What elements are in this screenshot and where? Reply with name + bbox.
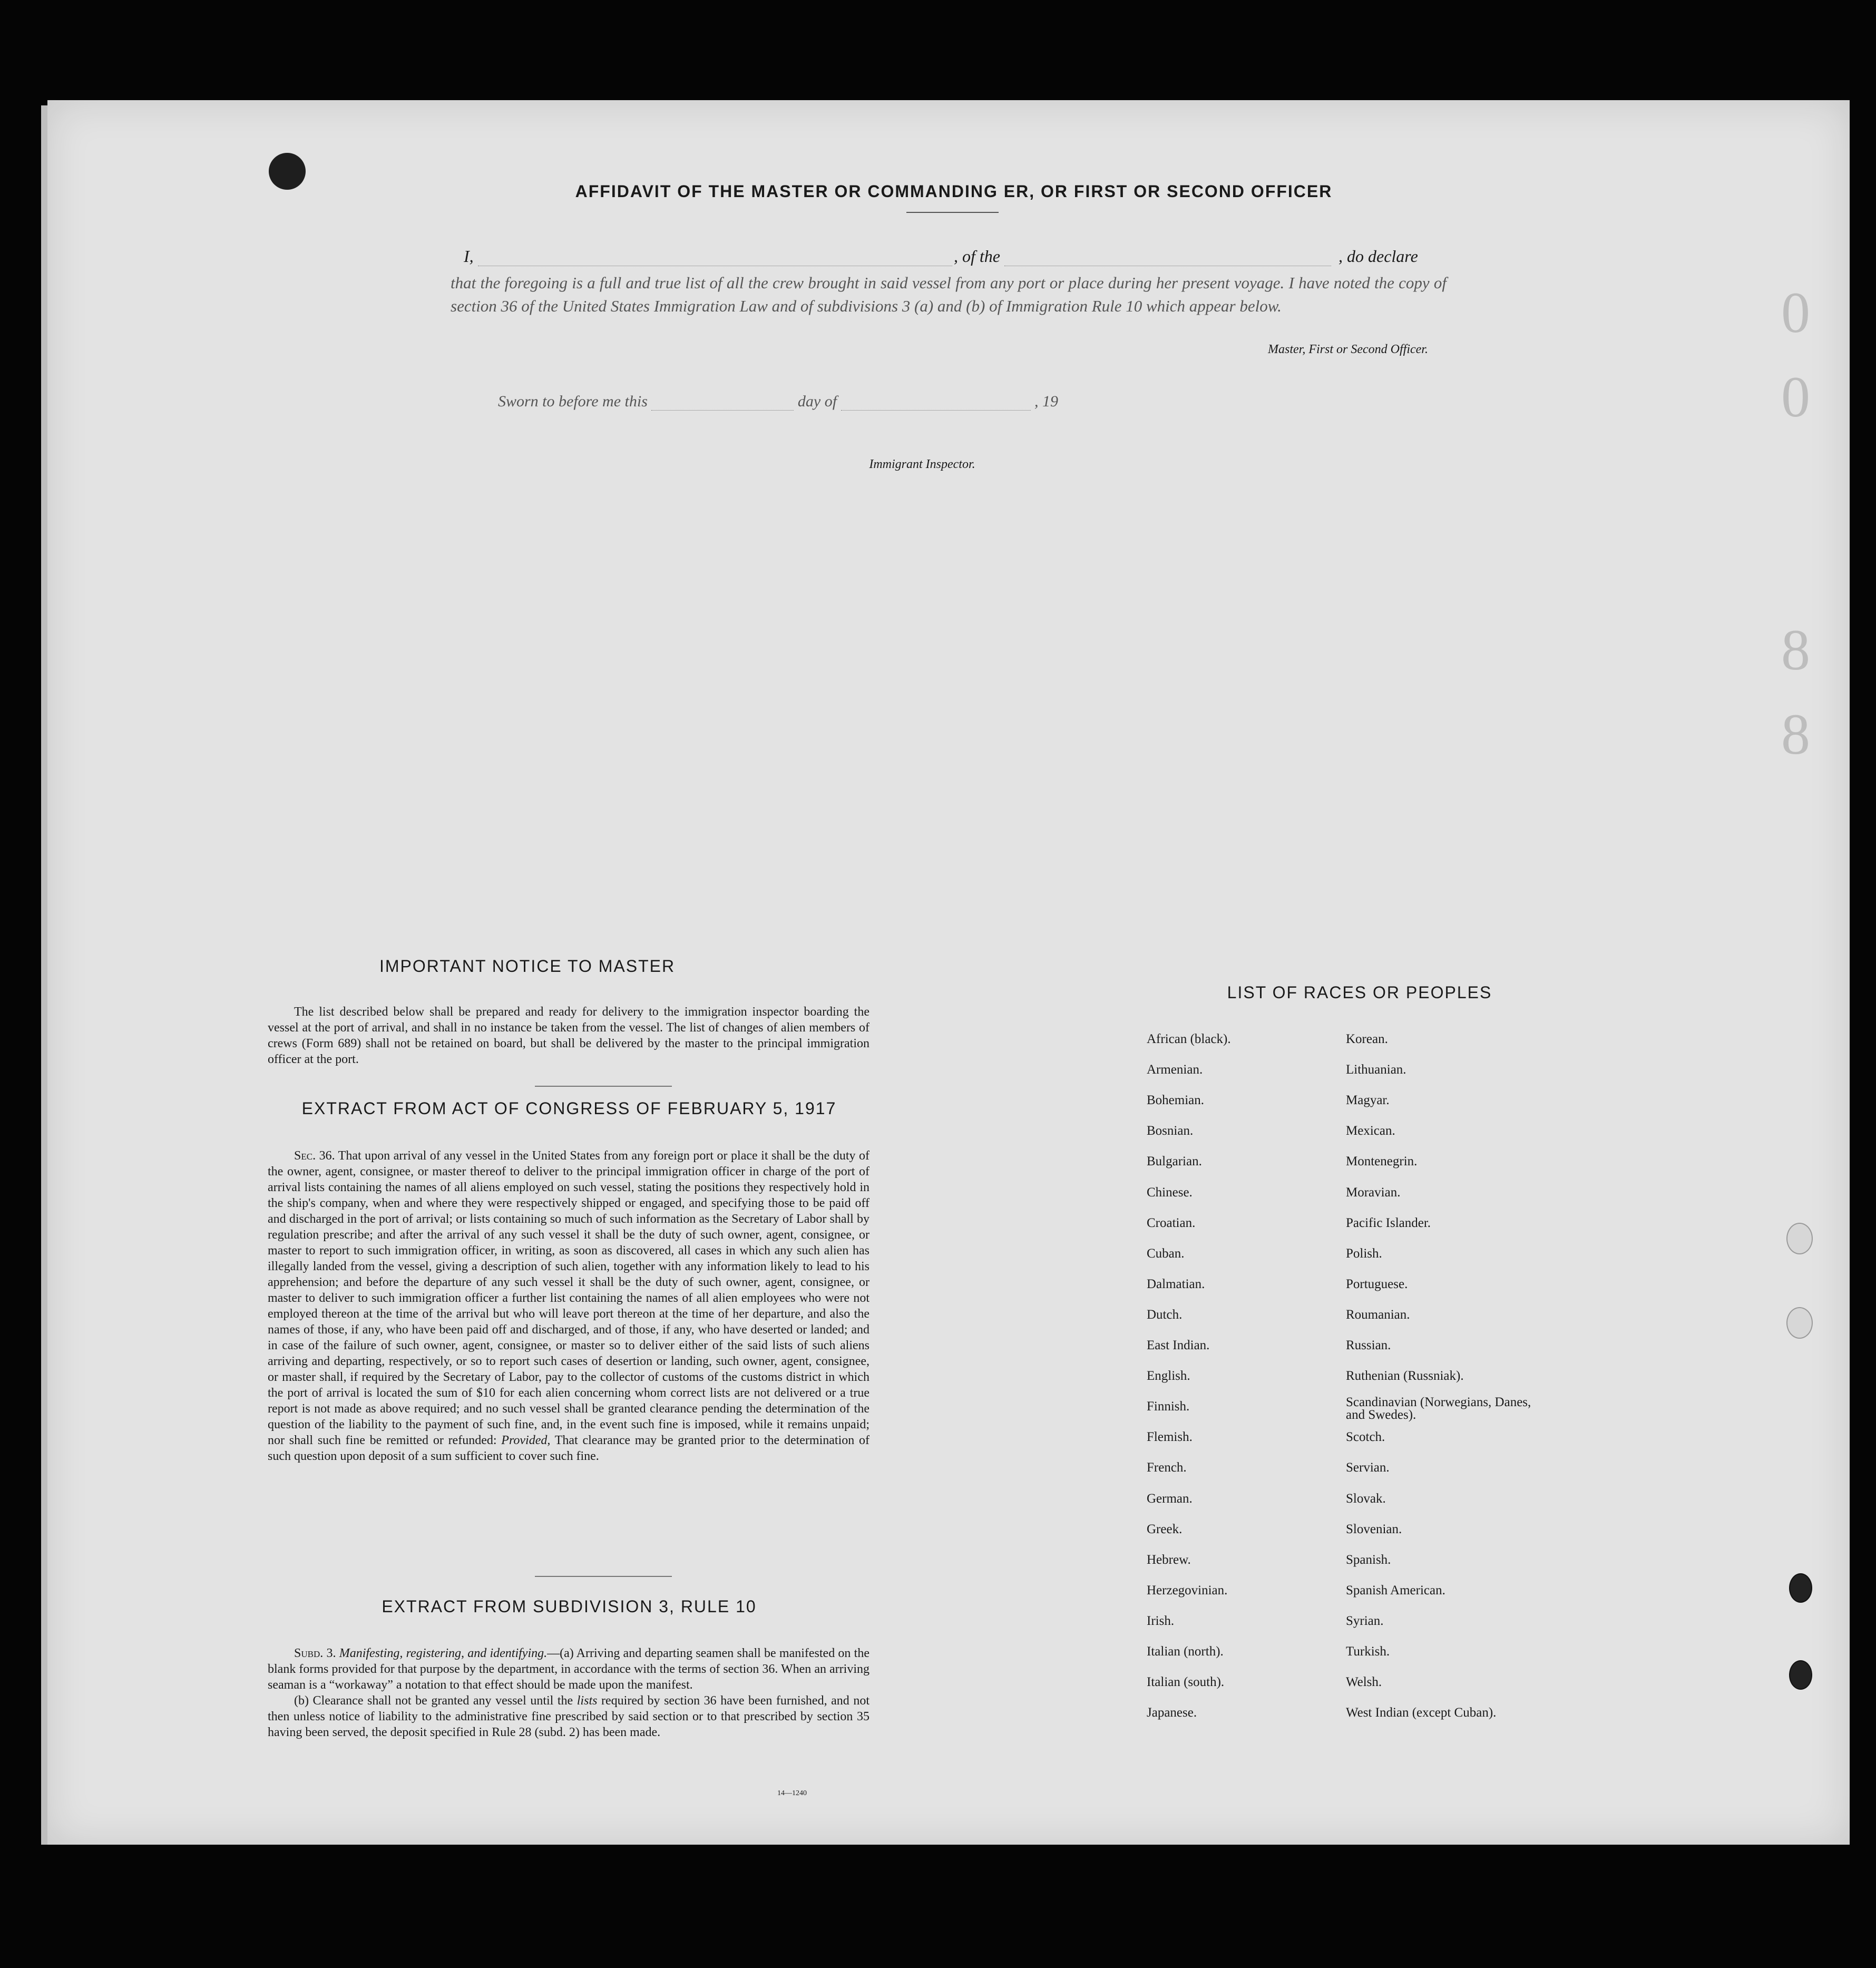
section-rule [535,1576,672,1577]
month-blank[interactable] [841,410,1031,411]
race-entry: Mexican. [1346,1124,1395,1138]
affidavit-line-of-the [954,247,1331,266]
race-entry: Magyar. [1346,1093,1390,1108]
b-text-1: Clearance shall not be granted any vessel until the [312,1694,573,1708]
race-entry: English. [1147,1369,1190,1384]
affidavit-line-i [464,247,952,266]
race-entry: Polish. [1346,1246,1382,1261]
act-extract-title: EXTRACT FROM ACT OF CONGRESS OF FEBRUARY 5, 1917 [301,1099,837,1118]
margin-digit: 8 [1781,618,1810,682]
race-entry: Chinese. [1147,1185,1193,1200]
inspector-label: Immigrant Inspector. [869,457,975,471]
sworn-label: Sworn to before me this [498,393,648,410]
race-entry: Irish. [1147,1613,1175,1628]
races-title: LIST OF RACES OR PEOPLES [1227,983,1492,1002]
race-entry: Roumanian. [1346,1307,1410,1322]
form-number: 14—1240 [777,1789,807,1797]
i-label: I, [464,247,474,266]
rule-extract-text [268,1645,869,1740]
race-entry: Portuguese. [1346,1277,1408,1291]
race-entry: African (black). [1147,1032,1231,1046]
act-extract-text [268,1148,869,1464]
subd-label: Subd. 3. [294,1647,336,1660]
margin-digit: 0 [1781,280,1810,345]
declare-label: , do declare [1338,247,1418,266]
race-entry: Greek. [1147,1522,1183,1536]
punch-hole [1786,1223,1813,1254]
vessel-blank[interactable] [1004,265,1331,266]
race-entry: Croatian. [1147,1215,1196,1230]
race-entry: East Indian. [1147,1338,1210,1352]
notice-text [268,1004,869,1067]
punch-hole [1786,1307,1813,1339]
race-entry: Welsh. [1346,1675,1382,1690]
race-entry: French. [1147,1460,1187,1475]
signature-label: Master, First or Second Officer. [1268,343,1428,356]
day-of-label: day of [797,393,837,410]
b-text-2: required by section 36 have been furnished, and not then unless notice of liability to the administrative fine prescribed by said section or to that prescribed by section 35 having been served, the deposit specified in Rule 28 (subd. 2) has been made. [268,1694,870,1739]
race-entry: Scandinavian (Norwegians, Danes, and Swedes). [1346,1395,1531,1423]
title-rule [906,212,999,213]
sworn-line [498,393,1058,411]
race-entry: Ruthenian (Russniak). [1346,1369,1464,1384]
race-entry: Slovak. [1346,1491,1386,1506]
of-the-label: , of the [954,247,1000,266]
race-entry: Finnish. [1147,1399,1190,1414]
race-entry: Lithuanian. [1346,1063,1406,1077]
year-prefix: , 19 [1034,393,1059,410]
race-entry: Armenian. [1147,1063,1203,1077]
affidavit-body: that the foregoing is a full and true list of all the crew brought in said vessel from any port or place during her present voyage. I have noted the copy of section 36 of the United States Immigration Law and of subdivisions 3 (a) and (b) of Immigration Rule 10 which appear below. [451,274,1447,315]
race-entry: Italian (south). [1147,1675,1225,1690]
race-entry: Pacific Islander. [1346,1215,1431,1230]
b-label: (b) [294,1694,309,1708]
affidavit-line-declare [1338,247,1418,266]
race-entry: Herzegovinian. [1147,1583,1228,1597]
race-entry: Spanish American. [1346,1583,1445,1597]
race-entry: Bulgarian. [1147,1154,1202,1169]
section-rule [535,1086,672,1087]
race-entry: Bohemian. [1147,1093,1205,1108]
ink-smudge [269,153,306,190]
document-page [47,100,1850,1845]
race-entry: Spanish. [1346,1552,1391,1567]
race-entry: Flemish. [1147,1430,1193,1445]
provided-body: That clearance may be granted prior to the determination of such question upon deposit of a sum sufficient to cover such fine. [268,1434,869,1463]
race-entry: German. [1147,1491,1193,1506]
provided-label: Provided, [501,1434,551,1447]
affidavit-title: AFFIDAVIT OF THE MASTER OR COMMANDING ER, OR FIRST OR SECOND OFFICER [575,182,1333,201]
race-entry: Moravian. [1346,1185,1401,1200]
race-entry: Bosnian. [1147,1124,1194,1138]
race-entry: Turkish. [1346,1644,1390,1659]
race-entry: Dalmatian. [1147,1277,1205,1291]
punch-hole [1789,1660,1812,1690]
race-entry: Syrian. [1346,1613,1384,1628]
race-entry: Hebrew. [1147,1552,1191,1567]
race-entry: Russian. [1346,1338,1391,1352]
notice-body: The list described below shall be prepared and ready for delivery to the immigration inspector boarding the vessel at the port of arrival, and shall in no instance be taken from the vessel. The list of changes of alien members of crews (Form 689) shall not be retained on board, but shall be delivered by the master to the principal immigration officer at the port. [268,1005,869,1066]
punch-hole [1789,1573,1812,1603]
race-entry: Montenegrin. [1346,1154,1418,1169]
race-entry: Slovenian. [1346,1522,1402,1536]
b-lists: lists [577,1694,598,1708]
margin-digit: 0 [1781,365,1810,429]
race-entry: West Indian (except Cuban). [1346,1706,1497,1720]
rule-extract-title: EXTRACT FROM SUBDIVISION 3, RULE 10 [382,1597,757,1616]
sec-label: Sec. 36. [294,1149,335,1163]
race-entry: Cuban. [1147,1246,1185,1261]
day-blank[interactable] [651,410,794,411]
a-text: Arriving and departing seamen shall be manifested on the blank forms provided for that purpose by the department, in accordance with the terms of section 36. When an arriving seaman is a “workaway” a notation to that effect should be made upon the manifest. [268,1647,869,1692]
notice-title: IMPORTANT NOTICE TO MASTER [379,957,676,976]
race-entry: Scotch. [1346,1430,1385,1445]
subd-heading: Manifesting, registering, and identifying. [339,1647,548,1660]
margin-digit: 8 [1781,702,1810,766]
race-entry: Dutch. [1147,1307,1183,1322]
race-entry: Korean. [1346,1032,1388,1046]
race-entry: Italian (north). [1147,1644,1224,1659]
a-label: —(a) [547,1647,574,1660]
race-entry: Japanese. [1147,1706,1197,1720]
sec-body: That upon arrival of any vessel in the United States from any foreign port or place it shall be the duty of the owner, agent, consignee, or master thereof to deliver to the principal immigration officer in charge of the port of arrival lists containing the names of all aliens employed on such vessel, stating the positions they respectively hold in the ship's company, when and where they were respectively shipped or engaged, and specifying those to be paid off and discharged in the port of arrival; or lists containing so much of such information as the Secretary of Labor shall by regulation prescribe; and after the arrival of any such vessel it shall be the duty of such owner, agent, consignee, or master to report to such immigration officer, in writing, as soon as discovered, all cases in which any such alien has illegally landed from the vessel, giving a description of such alien, together with any information likely to lead to his apprehension; and before the departure of any such vessel it shall be the duty of such owner, agent, consignee, or master to deliver to such immigration officer a further list containing the names of all alien employees who were not employed thereon at the time of the arrival but who will leave port thereon at the time of her departure, and also the names of those, if any, who have been paid off and discharged, and of those, if any, who have deserted or landed; and in case of the failure of such owner, agent, consignee, or master so to deliver either of the said lists of such aliens arriving and departing, respectively, or so to report such cases of desertion or landing, such owner, agent, consignee, or master shall, if required by the Secretary of Labor, pay to the collector of customs of the customs district in which the port of arrival is located the sum of $10 for each alien concerning whom correct lists are not delivered or a true report is not made as above required; and no such vessel shall be granted clearance pending the determination of the question of the liability to the payment of such fine, and, in the event such fine is imposed, while it remains unpaid; nor shall such fine be remitted or refunded: [268,1149,869,1447]
name-blank[interactable] [478,265,952,266]
race-entry: Servian. [1346,1460,1390,1475]
